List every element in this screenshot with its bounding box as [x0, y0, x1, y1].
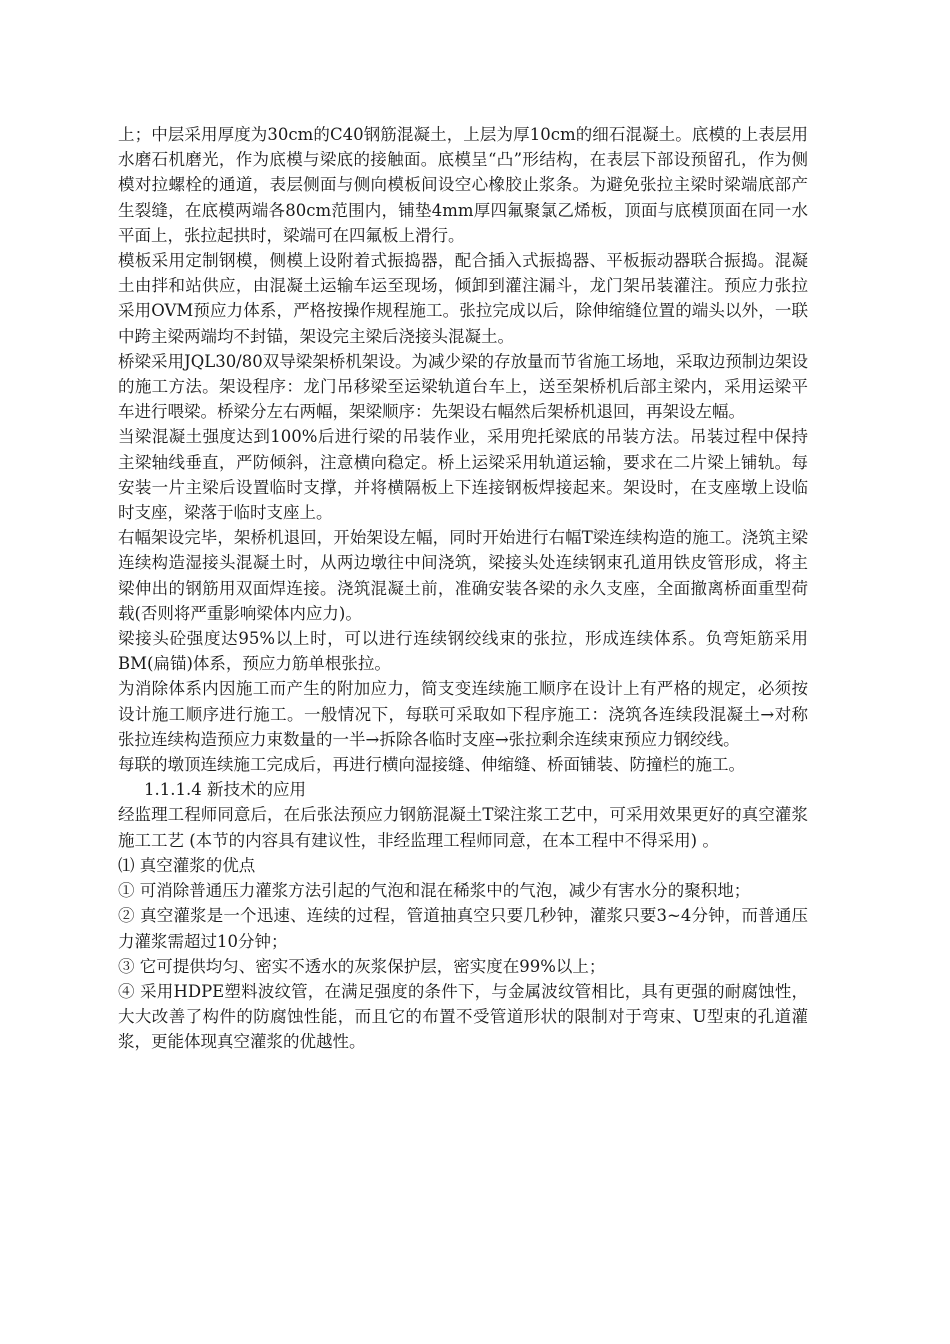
- document-page: [118, 122, 808, 1055]
- paragraph-hoisting: 当梁混凝土强度达到100%后进行梁的吊装作业，采用兜托梁底的吊装方法。吊装过程中保持主梁轴线垂直，严防倾斜，注意横向稳定。桥上运梁采用轨道运输，要求在二片梁上铺轨。每安装一片主梁后设置临时支撑，并将横隔板上下连接钢板焊接起来。架设时，在支座墩上设临时支座，梁落于临时支座上。: [118, 427, 808, 523]
- paragraph-bottom-formwork: 上；中层采用厚度为30cm的C40钢筋混凝土，上层为厚10cm的细石混凝土。底模的上表层用水磨石机磨光，作为底模与梁底的接触面。底模呈“凸”形结构，在表层下部设预留孔，作为侧模对拉螺栓的通道，表层侧面与侧向模板间设空心橡胶止浆条。为避免张拉主梁时梁端底部产生裂缝，在底模两端各80cm范围内，铺垫4mm厚四氟聚氯乙烯板，顶面与底模顶面在同一水平面上，张拉起拱时，梁端可在四氟板上滑行。: [118, 125, 808, 245]
- paragraph-right-deck: 右幅架设完毕，架桥机退回，开始架设左幅，同时开始进行右幅T梁连续构造的施工。浇筑主梁连续构造湿接头混凝土时，从两边墩往中间浇筑，梁接头处连续钢束孔道用铁皮管形成，将主梁伸出的钢筋用双面焊连接。浇筑混凝土前，准确安装各梁的永久支座，全面撤离桥面重型荷载(否则将严重影响梁体内应力)。: [118, 528, 808, 623]
- paragraph-completion: 每联的墩顶连续施工完成后，再进行横向湿接缝、伸缩缝、桥面铺装、防撞栏的施工。: [118, 755, 745, 775]
- paragraph-sequence: 为消除体系内因施工而产生的附加应力，简支变连续施工顺序在设计上有严格的规定，必须按设计施工顺序进行施工。一般情况下，每联可采取如下程序施工：浇筑各连续段混凝土→对称张拉连续构造预应力束数量的一半→拆除各临时支座→张拉剩余连续束预应力钢绞线。: [118, 679, 808, 749]
- list-item: ④ 采用HDPE塑料波纹管，在满足强度的条件下，与金属波纹管相比，具有更强的耐腐蚀性，大大改善了构件的防腐蚀性能，而且它的布置不受管道形状的限制对于弯束、U型束的孔道灌浆，更能体现真空灌浆的优越性。: [118, 981, 808, 1052]
- list-item: ① 可消除普通压力灌浆方法引起的气泡和混在稀浆中的气泡，减少有害水分的聚积地；: [118, 881, 751, 901]
- paragraph-intro: 经监理工程师同意后，在后张法预应力钢筋混凝土T梁注浆工艺中，可采用效果更好的真空灌浆施工工艺 (本节的内容具有建议性，非经监理工程师同意，在本工程中不得采用) 。: [118, 805, 808, 850]
- list-item: ③ 它可提供均匀、密实不透水的灰浆保护层，密实度在99%以上；: [118, 956, 606, 976]
- list-item: ② 真空灌浆是一个迅速、连续的过程，管道抽真空只要几秒钟，灌浆只要3~4分钟，而普通压力灌浆需超过10分钟；: [118, 906, 808, 951]
- subsection-heading: ⑴ 真空灌浆的优点: [118, 855, 256, 875]
- paragraph-formwork: 模板采用定制钢模，侧模上设附着式振捣器，配合插入式振捣器、平板振动器联合振捣。混凝土由拌和站供应，由混凝土运输车运至现场，倾卸到灌注漏斗，龙门架吊装灌注。预应力张拉采用OVM预应力体系，严格按操作规程施工。张拉完成以后，除伸缩缝位置的端头以外，一联中跨主梁两端均不封锚，架设完主梁后浇接头混凝土。: [118, 251, 808, 346]
- paragraph-erection: 桥梁采用JQL30/80双导梁架桥机架设。为减少梁的存放量而节省施工场地，采取边预制边架设的施工方法。架设程序：龙门吊移梁至运梁轨道台车上，送至架桥机后部主梁内，采用运梁平车进行喂梁。桥梁分左右两幅，架梁顺序：先架设右幅然后架桥机退回，再架设左幅。: [118, 351, 808, 422]
- section-heading: 1.1.1.4 新技术的应用: [144, 780, 306, 800]
- paragraph-tensioning: 梁接头砼强度达95%以上时，可以进行连续钢绞线束的张拉，形成连续体系。负弯矩筋采用BM(扁锚)体系，预应力筋单根张拉。: [118, 629, 808, 674]
